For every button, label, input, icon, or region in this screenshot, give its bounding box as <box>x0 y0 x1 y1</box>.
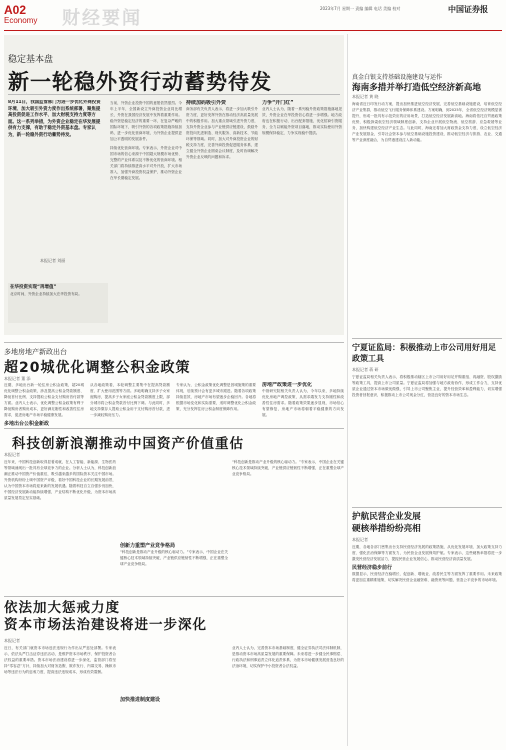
page-header <box>0 0 506 30</box>
story-law-col3: 业内人士认为，完善资本市场基础制度，健全证券执法司法体制机制，是推动资本市场高质量发展的重要保障。未来将进一步健全民事赔偿、行政执法和刑事追责立体化追责体系，为资本市场健康发展营造良好的法治环境，切实保护中小投资者合法权益。 <box>232 646 344 668</box>
story20-body-4: 中指研究院相关负责人认为，今年以来，多地持续优化房地产调控政策，从需求端发力支持刚性和改善性住房需求。随着政策效果逐步显现，市场信心有望修复，房地产市场将朝着平稳健康的方向发展。 <box>262 389 344 417</box>
right-top-byline: 本报记者 黄 晓 <box>352 94 379 99</box>
story-tech-body-2: “科技创新是推动产业升级的核心驱动力。”专家表示，中国企业在关键核心技术领域持续突破，产业链供应链韧性不断增强，正在重塑全球产业竞争格局。 <box>120 550 228 566</box>
lead-summary: 8月11日，我国监管部门为进一步优化外商投资环境、加大吸引外资力度作出系统部署，聚焦提高投资促进工作水平、加大财税支持力度等方面。这一系列举措，为外资企业稳定在华发展提供有力支撑，有助于稳定外资基本盘。专家认为，新一轮稳外资行动蓄势待发。 <box>8 100 101 138</box>
lead-body-col1 <box>110 100 182 330</box>
story20-col3: 专家认为，公积金政策优化调整是因城施策的重要体现，后续预计会有更多城市跟进。随着各项政策持续显效，房地产市场有望逐步企稳回升。各地将根据市场变化和实际需要，适时调整优化公积金政策，充分发挥住房公积金制度保障作用。 <box>176 383 256 411</box>
lead-body-4: 业内人士认为，随着一系列稳外资政策措施落地见效，外资企业在华投资信心将进一步增强。地方政府也在积极行动，出台配套措施，优化招商引资服务，全力以赋能外资项目落地，推动实际使用外资规模保持稳定，力争实现稳中提质。 <box>262 107 342 135</box>
story20-kicker: 多地房地产新政出台 <box>4 348 67 356</box>
right-rule-1 <box>352 338 502 339</box>
story-law-byline: 本报记者 <box>4 638 20 643</box>
right-bottom-body <box>352 544 502 744</box>
story-tech-byline: 本报记者 <box>4 452 20 457</box>
right-bottom-body-2: 数据显示，民营经济在稳增长、促创新、增就业、改善民生等方面发挥了重要作用。未来政策将更加注重精准施策，切实解决民营企业融资难、融资贵等问题，营造公平竞争的市场环境。 <box>352 572 502 582</box>
story-tech-col1: 近年来，中国科技创新取得显著成就，在人工智能、新能源、生物医药等领域涌现出一批具有全球竞争力的企业。分析人士认为，科技创新浪潮正推动中国资产价值重估，吸引越来越多的国际资本关注中国市场。外资机构纷纷上调中国资产评级，看好中国科技企业的长期发展前景，认为中国资本市场将迎来新的发展机遇。随着科技自立自强步伐加快，中国经济发展新动能持续增强，产业结构不断优化升级，为资本市场高质量发展奠定坚实基础。 <box>4 460 116 500</box>
story-law-top-rule <box>4 596 344 597</box>
lead-rule <box>8 94 340 95</box>
right-bottom-headline: 护航民营企业发展 硬核举措纷纷亮相 <box>352 512 421 534</box>
story-tech-col3: “科技创新是推动产业升级的核心驱动力。”专家表示，中国企业在关键核心技术领域持续突破，产业链供应链韧性不断增强，正在重塑全球产业竞争格局。 <box>232 460 344 476</box>
story-law-col2 <box>120 645 228 745</box>
right-mid-headline <box>352 342 502 364</box>
right-mid-body: 宁夏证监局相关负责人表示，将积极推动辖区上市公司用好用足并购重组、再融资、股权激励等政策工具，提高上市公司质量。宁夏证监局将加强与地方政府协作，形成工作合力，支持优质企业通过资本市场做优做强，引导上市公司聚焦主业，提升经营效率和盈利能力，切实增强投资者回报意识，积极推动上市公司现金分红，营造良好的资本市场生态。 <box>352 375 502 397</box>
lead-sidebar-note <box>8 283 108 323</box>
story20-sub-1: 多地出台公积金新政 <box>4 421 50 427</box>
story-law-headline: 依法加大惩戒力度 资本市场法治建设将进一步深化 <box>4 600 207 633</box>
lead-body-col3 <box>262 100 342 330</box>
right-top-body: 海南省近日印发行动方案，提出加快推进低空经济发展，完善低空基础设施建设，培育低空经济产业集群，推动低空飞行服务保障体系建设。方案明确，到2025年，全省低空经济规模显著提升，形成一批具有示范效应的应用场景，打造低空经济发展新高地。海南将依托自贸港政策优势，积极探索低空经济领域制度创新，支持企业开展低空物流、低空旅游、应急救援等业务，加快构建低空经济产业生态。与此同时，海南还将加大财政资金支持力度，设立低空经济产业发展基金，引导社会资本参与低空基础设施投资建设，推动低空经济与旅游、农业、交通等产业深度融合，为自贸港建设注入新动能。 <box>352 102 502 142</box>
lead-body-1: 当前，外资企业投资中国的意愿依然强烈。今年上半年，全国新设立外商投资企业同比增长，外资在我国经济发展中发挥着重要作用。稳外资是稳定经济的重要一环，在复杂严峻的国际环境下，吸引外资的各项政策措施持续加码，进一步优化营商环境，为外资企业提供更加公平透明的发展条件。 <box>110 101 182 141</box>
right-top-kicker: 真金白银支持基础设施建设与运作 <box>352 74 443 81</box>
lead-headline: 新一轮稳外资行动蓄势待发 <box>8 70 272 94</box>
lead-kicker: 稳定基本盘 <box>8 55 54 65</box>
page-section-title: 财经要闻 <box>62 8 142 29</box>
story20-col2: 从各地政策看，本轮调整主要集中在提高贷款额度、扩大使用范围等方面。多地明确支持多子女家庭购房，提高多子女家庭公积金贷款额度上限，部分城市将公积金贷款首付比例下调。与此同时，多地支持缴存人提取公积金用于支付购房首付款，进一步减轻购房压力。 <box>90 383 170 417</box>
story-tech-sub: 创新力重塑产业竞争格局 <box>120 543 176 549</box>
lead-body-2: 持续优化营商环境。专家表示，外资企业对中国市场的信心来源于中国超大规模市场优势、完整的产业体系以及不断优化的营商环境。相关部门将持续推进高水平对外开放，扩大市场准入，加强外商投资权益保护，推动外资企业在华长期稳定发展。 <box>110 146 182 180</box>
story20-headline: 超20城优化调整公积金政策 <box>4 360 191 376</box>
story20-sub-2: 房地产政策进一步优化 <box>262 382 313 388</box>
sidebar-note-text: 北京时间，外资企业持续加大在华投资布局。 <box>10 292 82 296</box>
page-code: A02 <box>4 3 27 17</box>
right-mid-kicker: 宁夏证监局： <box>352 343 400 352</box>
right-mid-byline: 本报记者 蒋 研 <box>352 367 379 372</box>
lead-sub-2: 力争“开门红” <box>262 100 294 106</box>
right-rule-2 <box>352 507 502 508</box>
right-bottom-sub: 民营经济稳步前行 <box>352 565 393 571</box>
right-bottom-byline: 本报记者 <box>352 537 368 542</box>
lead-byline: 本报记者 刘丽 <box>40 258 66 263</box>
lead-body-col2 <box>186 100 258 330</box>
story20-top-rule <box>4 342 344 343</box>
column-divider <box>347 34 348 746</box>
story-law-sub: 加快推进制度建设 <box>120 697 161 703</box>
story-law-col1: 近日，有关部门就资本市场违法违规行为作出从严惩处部署。专家表示，依法从严打击证券违法活动，是维护资本市场秩序、保护投资者合法权益的重要举措。资本市场法治建设将进一步深化，监管部门将坚持“零容忍”方针，持续加大对财务造假、欺诈发行、内幕交易、操纵市场等违法行为的惩戒力度，提高违法违规成本，形成有效震慑。 <box>4 646 116 674</box>
story-tech-col2 <box>120 459 228 589</box>
lead-body-3: 商务部有关负责人表示，将进一步加大吸引外资力度，更好发挥外资在推动经济高质量发展中的积极作用。加大重点领域引进外资力度，支持外资企业参与产业链供应链建设，鼓励外资投向先进制造、现代服务、高新技术、节能环保等领域。同时，加大对外商投资企业的财税支持力度，完善外商投资促进服务体系，建立健全外资企业圆桌会议制度，及时协调解决外资企业反映的问题和诉求。 <box>186 107 258 159</box>
sidebar-note-title: 在华投资实现“再增值” <box>10 285 57 290</box>
header-rule <box>4 30 502 31</box>
right-bottom-body-1: 近期，各地各部门密集出台支持民营经济发展的政策措施，从优化发展环境、加大政策支持力度、强化法治保障等方面发力，为民营企业发展保驾护航。专家表示，这些硬核举措将进一步激发民营经济发展活力，提振民营企业发展信心，推动民营经济高质量发展。 <box>352 545 502 561</box>
page-meta: 2023年7月 星期一 责编 编辑 电话 美编 校对 <box>320 6 401 11</box>
right-top-headline: 海南多措并举打造低空经济新高地 <box>352 83 481 93</box>
story-tech-headline: 科技创新浪潮推动中国资产价值重估 <box>12 436 244 452</box>
page-section-en: Economy <box>4 16 38 25</box>
story20-body-1: 近期，多地出台新一轮住房公积金政策，超20城优化调整公积金政策，涉及提高公积金贷款额度、降低首付比例、支持提取公积金支付购房首付款等方面。业内人士表示，优化调整公积金政策有利于降低购房者购房成本，更好满足刚性和改善性住房需求，促进房地产市场平稳健康发展。 <box>4 383 84 417</box>
lead-sub-1: 持续加码吸引外资 <box>186 100 227 106</box>
newspaper-logo: 中国证券报 <box>448 4 488 14</box>
story20-byline: 本报记者 董 添 <box>4 376 31 381</box>
story-tech-top-rule <box>4 428 344 429</box>
right-mid-title: 积极推动上市公司用好用足政策工具 <box>352 343 496 363</box>
